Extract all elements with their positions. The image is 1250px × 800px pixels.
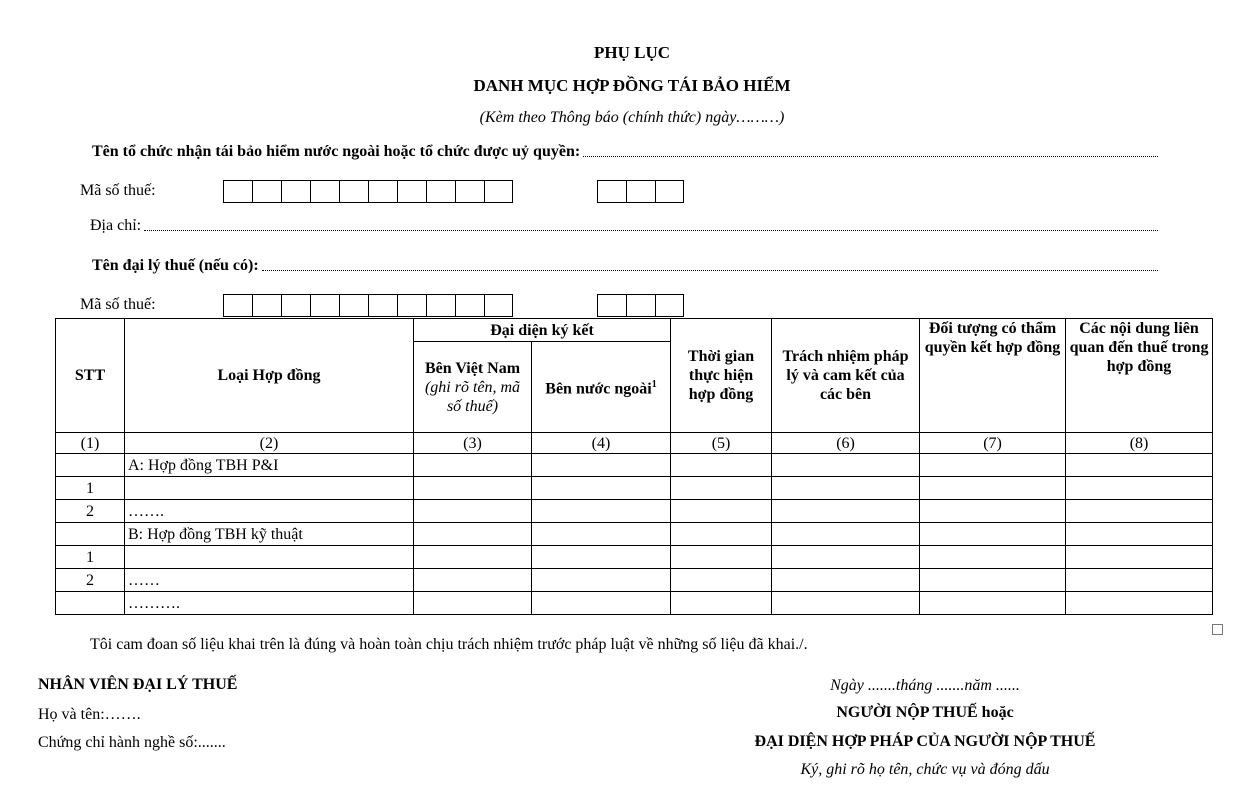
tax-code-suffix-boxes[interactable] xyxy=(597,180,684,203)
column-number: (7) xyxy=(920,433,1066,454)
agent-name-row xyxy=(92,257,1158,275)
taxpayer-title-line1: NGƯỜI NỘP THUẾ hoặc xyxy=(836,704,1014,721)
cell[interactable] xyxy=(1066,546,1213,569)
cell[interactable] xyxy=(1066,477,1213,500)
cell[interactable] xyxy=(772,523,920,546)
cell[interactable] xyxy=(532,592,671,615)
org-name-row xyxy=(92,143,1158,161)
agent-tax-code-digit-box[interactable] xyxy=(223,294,252,317)
tax-code-digit-box[interactable] xyxy=(655,180,684,203)
cell[interactable] xyxy=(1066,592,1213,615)
cell[interactable] xyxy=(920,592,1066,615)
row-contract-type[interactable]: A: Hợp đồng TBH P&I xyxy=(125,454,414,477)
cell[interactable] xyxy=(772,500,920,523)
cell[interactable] xyxy=(920,454,1066,477)
table-resize-handle[interactable] xyxy=(1212,624,1223,635)
agent-tax-code-digit-box[interactable] xyxy=(252,294,281,317)
cell[interactable] xyxy=(920,546,1066,569)
title-contract-list: DANH MỤC HỢP ĐỒNG TÁI BẢO HIỂM xyxy=(473,76,791,95)
tax-code-boxes[interactable] xyxy=(223,180,513,203)
header-signing-representative: Đại diện ký kết xyxy=(414,319,671,342)
tax-code-digit-box[interactable] xyxy=(252,180,281,203)
cell[interactable] xyxy=(532,569,671,592)
column-number: (2) xyxy=(125,433,414,454)
agent-tax-code-digit-box[interactable] xyxy=(626,294,655,317)
column-number-row xyxy=(56,433,1213,454)
row-contract-type[interactable]: ……. xyxy=(125,500,414,523)
cell[interactable] xyxy=(671,523,772,546)
table-row xyxy=(56,454,1213,477)
row-contract-type[interactable]: ………. xyxy=(125,592,414,615)
header-authority: Đối tượng có thẩm quyền kết hợp đồng xyxy=(920,319,1066,433)
tax-code-digit-box[interactable] xyxy=(339,180,368,203)
tax-code-digit-box[interactable] xyxy=(223,180,252,203)
column-number: (1) xyxy=(56,433,125,454)
cell[interactable] xyxy=(414,523,532,546)
agent-certificate-line: Chứng chỉ hành nghề số:....... xyxy=(38,734,226,751)
cell[interactable] xyxy=(1066,500,1213,523)
row-stt[interactable] xyxy=(56,454,125,477)
agent-tax-code-digit-box[interactable] xyxy=(339,294,368,317)
column-number: (4) xyxy=(532,433,671,454)
table-row xyxy=(56,569,1213,592)
subtitle-attachment: (Kèm theo Thông báo (chính thức) ngày………) xyxy=(479,109,785,126)
tax-code-digit-box[interactable] xyxy=(310,180,339,203)
taxpayer-title-line2: ĐẠI DIỆN HỢP PHÁP CỦA NGƯỜI NỘP THUẾ xyxy=(754,733,1096,750)
title-appendix: PHỤ LỤC xyxy=(593,43,671,62)
table-row xyxy=(56,523,1213,546)
cell[interactable] xyxy=(671,477,772,500)
row-stt[interactable] xyxy=(56,523,125,546)
agent-tax-code-digit-box[interactable] xyxy=(397,294,426,317)
tax-code-digit-box[interactable] xyxy=(484,180,513,203)
cell[interactable] xyxy=(772,454,920,477)
agent-tax-code-label: Mã số thuế: xyxy=(80,296,156,313)
row-stt[interactable]: 1 xyxy=(56,546,125,569)
agent-staff-title: NHÂN VIÊN ĐẠI LÝ THUẾ xyxy=(38,676,238,693)
agent-tax-code-digit-box[interactable] xyxy=(484,294,513,317)
agent-name-line: Họ và tên:……. xyxy=(38,706,141,723)
agent-tax-code-digit-box[interactable] xyxy=(426,294,455,317)
cell[interactable] xyxy=(920,523,1066,546)
org-name-dotted-line[interactable] xyxy=(583,155,1158,157)
agent-name-label: Tên đại lý thuế (nếu có): xyxy=(92,257,259,274)
cell[interactable] xyxy=(671,500,772,523)
cell[interactable] xyxy=(532,454,671,477)
header-foreign-party xyxy=(532,342,671,433)
tax-code-digit-box[interactable] xyxy=(426,180,455,203)
cell[interactable] xyxy=(671,592,772,615)
cell[interactable] xyxy=(414,477,532,500)
cell[interactable] xyxy=(414,546,532,569)
cell[interactable] xyxy=(920,477,1066,500)
header-foreign-party-label: Bên nước ngoài xyxy=(545,380,652,398)
row-contract-type[interactable] xyxy=(125,477,414,500)
cell[interactable] xyxy=(532,546,671,569)
contract-table xyxy=(55,318,1213,615)
tax-code-digit-box[interactable] xyxy=(626,180,655,203)
cell[interactable] xyxy=(414,592,532,615)
agent-name-dotted-line[interactable] xyxy=(262,269,1158,271)
cell[interactable] xyxy=(671,454,772,477)
cell[interactable] xyxy=(414,454,532,477)
address-label: Địa chỉ: xyxy=(90,217,142,234)
agent-tax-code-digit-box[interactable] xyxy=(655,294,684,317)
cell[interactable] xyxy=(920,569,1066,592)
cell[interactable] xyxy=(772,546,920,569)
agent-tax-code-digit-box[interactable] xyxy=(597,294,626,317)
row-stt[interactable]: 2 xyxy=(56,569,125,592)
table-row xyxy=(56,546,1213,569)
row-stt[interactable]: 2 xyxy=(56,500,125,523)
cell[interactable] xyxy=(671,546,772,569)
tax-code-digit-box[interactable] xyxy=(597,180,626,203)
header-stt: STT xyxy=(56,319,125,433)
table-row xyxy=(56,500,1213,523)
signature-note: Ký, ghi rõ họ tên, chức vụ và đóng dấu xyxy=(800,761,1050,778)
cell[interactable] xyxy=(414,569,532,592)
header-vn-party xyxy=(414,342,532,433)
address-dotted-line[interactable] xyxy=(144,229,1158,231)
cell[interactable] xyxy=(671,569,772,592)
cell[interactable] xyxy=(772,477,920,500)
agent-tax-code-digit-box[interactable] xyxy=(368,294,397,317)
agent-tax-code-digit-box[interactable] xyxy=(455,294,484,317)
header-vn-party-label: Bên Việt Nam xyxy=(424,359,521,377)
tax-code-digit-box[interactable] xyxy=(455,180,484,203)
table-row xyxy=(56,592,1213,615)
agent-tax-code-suffix-boxes[interactable] xyxy=(597,294,684,317)
row-contract-type[interactable]: …… xyxy=(125,569,414,592)
agent-tax-code-digit-box[interactable] xyxy=(310,294,339,317)
cell[interactable] xyxy=(772,592,920,615)
row-stt[interactable]: 1 xyxy=(56,477,125,500)
cell[interactable] xyxy=(532,500,671,523)
address-row xyxy=(90,217,1158,235)
tax-code-digit-box[interactable] xyxy=(281,180,310,203)
cell[interactable] xyxy=(1066,569,1213,592)
column-number: (6) xyxy=(772,433,920,454)
row-stt[interactable] xyxy=(56,592,125,615)
header-duration: Thời gian thực hiện hợp đồng xyxy=(671,319,772,433)
column-number: (5) xyxy=(671,433,772,454)
cell[interactable] xyxy=(532,523,671,546)
row-contract-type[interactable] xyxy=(125,546,414,569)
cell[interactable] xyxy=(532,477,671,500)
header-liability: Trách nhiệm pháp lý và cam kết của các bên xyxy=(772,319,920,433)
declaration-text: Tôi cam đoan số liệu khai trên là đúng và hoàn toàn chịu trách nhiệm trước pháp luật về những số liệu đã khai./. xyxy=(90,636,808,653)
tax-code-digit-box[interactable] xyxy=(368,180,397,203)
header-vn-party-note: (ghi rõ tên, mã số thuế) xyxy=(424,378,521,415)
cell[interactable] xyxy=(920,500,1066,523)
date-line: Ngày .......tháng .......năm ...... xyxy=(830,677,1020,694)
column-number: (3) xyxy=(414,433,532,454)
column-number: (8) xyxy=(1066,433,1213,454)
cell[interactable] xyxy=(1066,523,1213,546)
header-tax-content: Các nội dung liên quan đến thuế trong hợp đồng xyxy=(1066,319,1213,433)
row-contract-type[interactable]: B: Hợp đồng TBH kỹ thuật xyxy=(125,523,414,546)
agent-tax-code-digit-box[interactable] xyxy=(281,294,310,317)
table-row xyxy=(56,477,1213,500)
cell[interactable] xyxy=(772,569,920,592)
header-contract-type: Loại Hợp đồng xyxy=(125,319,414,433)
tax-code-label: Mã số thuế: xyxy=(80,182,156,199)
cell[interactable] xyxy=(414,500,532,523)
footnote-marker: 1 xyxy=(651,379,657,391)
cell[interactable] xyxy=(1066,454,1213,477)
agent-tax-code-boxes[interactable] xyxy=(223,294,513,317)
org-name-label: Tên tổ chức nhận tái bảo hiểm nước ngoài hoặc tổ chức được uỷ quyền: xyxy=(92,143,581,160)
tax-code-digit-box[interactable] xyxy=(397,180,426,203)
